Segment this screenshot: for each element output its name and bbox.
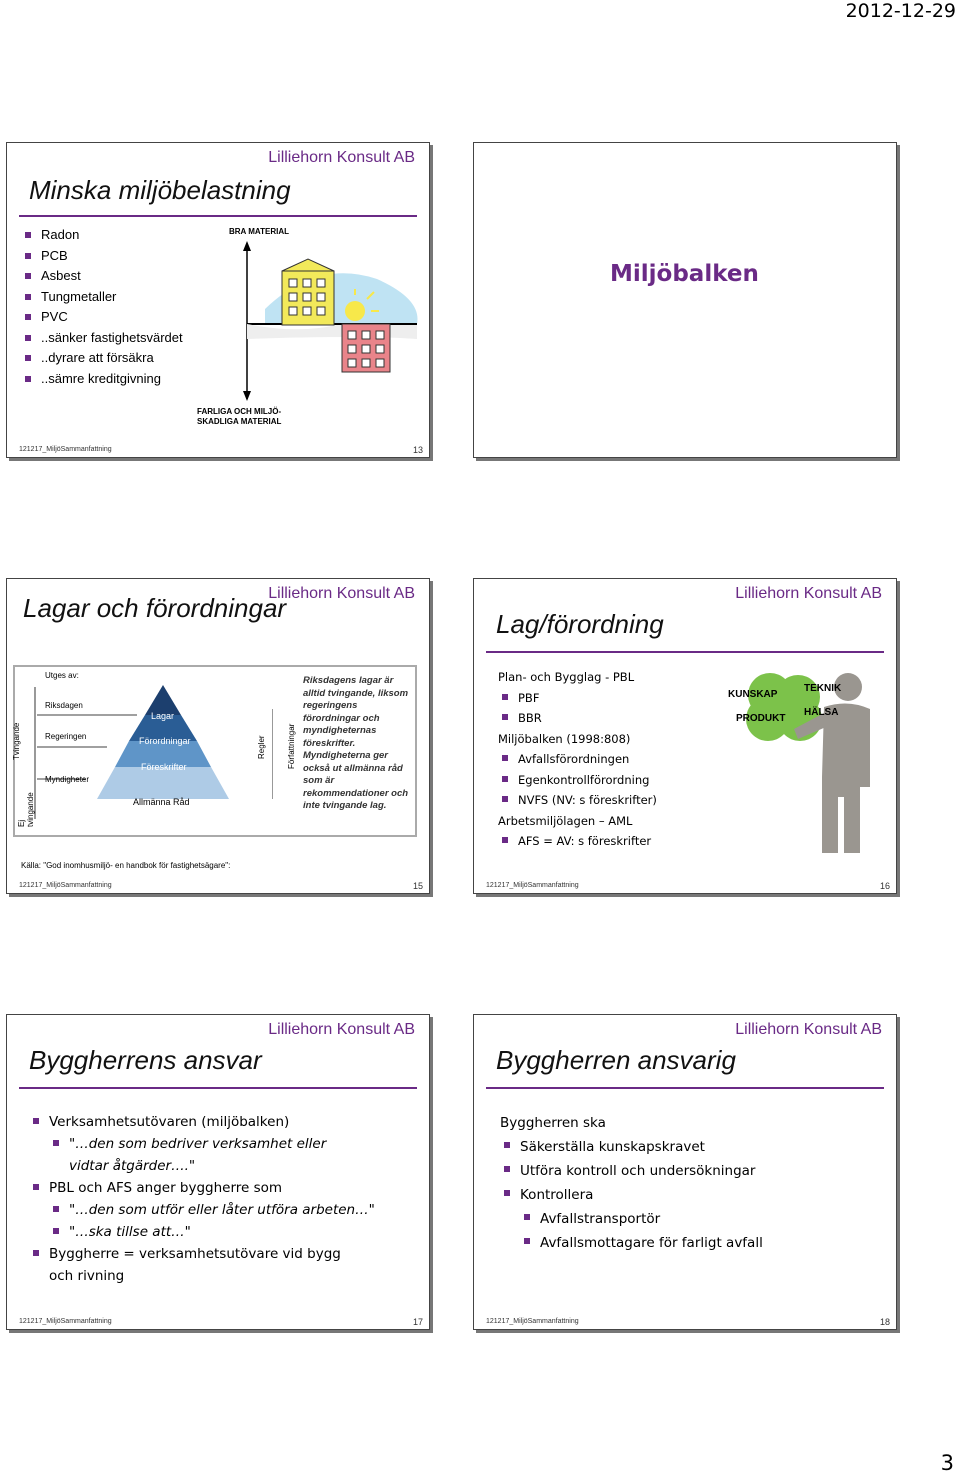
regler-label: Regler [257, 735, 266, 759]
label-hazardous-material: FARLIGA OCH MILJÖ- SKADLIGA MATERIAL [197, 407, 282, 426]
pyramid-level-forordningar: Förordningar [139, 736, 191, 746]
tvingande-label: Tvingande [12, 722, 21, 760]
slide-footer: 121217_MiljöSammanfattning [19, 446, 112, 453]
company-name: Lilliehorn Konsult AB [735, 585, 882, 602]
list-item: "…ska tillse att…" [29, 1221, 399, 1243]
slide-title: Miljöbalken [610, 261, 759, 287]
utges-av-label: Utges av: [45, 671, 79, 680]
building-illustration [237, 239, 427, 401]
list-item: Asbest [21, 266, 183, 287]
list-item: Verksamhetsutövaren (miljöbalken) [29, 1111, 399, 1133]
slide-number: 18 [879, 1317, 890, 1327]
slide-number: 17 [412, 1317, 423, 1327]
list-item: Egenkontrollförordning [498, 770, 657, 791]
page-number: 3 [940, 1451, 954, 1475]
slide-17 [6, 1014, 430, 1330]
list-item: Avfallsförordningen [498, 749, 657, 770]
slide-number: 16 [879, 881, 890, 891]
slide-footer: 121217_MiljöSammanfattning [19, 882, 112, 889]
list-item: Radon [21, 225, 183, 246]
slide-14 [473, 142, 897, 458]
list-item: PCB [21, 246, 183, 267]
slide-title: Lag/förordning [496, 609, 664, 639]
myndigheter-label: Myndigheter [45, 775, 90, 784]
list-item: Säkerställa kunskapskravet [500, 1135, 763, 1159]
list-item: NVFS (NV: s föreskrifter) [498, 790, 657, 811]
list-item: PBF [498, 688, 657, 709]
title-rule [486, 651, 884, 653]
bullet-list [29, 1111, 399, 1287]
company-name: Lilliehorn Konsult AB [268, 1021, 415, 1038]
list-item: AFS = AV: s föreskrifter [498, 831, 657, 852]
company-name: Lilliehorn Konsult AB [268, 585, 415, 602]
slide-title: Lagar och förordningar [23, 593, 287, 623]
slide-title: Byggherren ansvarig [496, 1045, 736, 1075]
forfattningar-label: Författningar [287, 723, 296, 769]
slide-number: 15 [412, 881, 423, 891]
title-rule [19, 215, 417, 217]
bullet-list [500, 1111, 763, 1255]
list-item: "…den som bedriver verksamhet eller vidtar åtgärder…." [29, 1133, 369, 1177]
slide-title: Byggherrens ansvar [29, 1045, 262, 1075]
list-item: BBR [498, 708, 657, 729]
word-teknik: TEKNIK [804, 683, 842, 694]
pyramid-level-foreskrifter: Föreskrifter [141, 762, 187, 772]
list-item: Arbetsmiljölagen – AML [498, 813, 633, 828]
slide-16 [473, 578, 897, 894]
title-rule [19, 1087, 417, 1089]
label-good-material: BRA MATERIAL [229, 227, 289, 236]
list-item: Byggherren ska [500, 1115, 606, 1131]
list-item: ..dyrare att försäkra [21, 348, 183, 369]
slide-title: Minska miljöbelastning [29, 175, 291, 205]
page-date: 2012-12-29 [845, 0, 956, 22]
list-item: Miljöbalken (1998:808) [498, 731, 631, 746]
list-item: PVC [21, 307, 183, 328]
slide-footer: 121217_MiljöSammanfattning [19, 1318, 112, 1325]
company-name: Lilliehorn Konsult AB [735, 1021, 882, 1038]
bullet-list [21, 225, 183, 389]
word-kunskap: KUNSKAP [728, 689, 778, 700]
title-rule [486, 1087, 884, 1089]
pyramid-level-allmanna-rad: Allmänna Råd [133, 797, 190, 807]
list-item: Utföra kontroll och undersökningar [500, 1159, 763, 1183]
word-halsa: HÄLSA [804, 707, 839, 718]
slide-footer: 121217_MiljöSammanfattning [486, 1318, 579, 1325]
list-item: Plan- och Bygglag - PBL [498, 670, 635, 684]
slide-number: 13 [412, 445, 423, 455]
slide-18 [473, 1014, 897, 1330]
source-note: Källa: "God inomhusmiljö- en handbok för fastighetsägare": [21, 861, 231, 870]
list-item: Avfallsmottagare för farligt avfall [500, 1231, 763, 1255]
pyramid-level-lagar: Lagar [151, 711, 175, 721]
slide-13 [6, 142, 430, 458]
slide-15 [6, 578, 430, 894]
list-item: PBL och AFS anger byggherre som [29, 1177, 399, 1199]
pyramid-description: Riksdagens lagar är alltid tvingande, liksom regeringens förordningar och myndigheternas föreskrifter. Myndigheterna ger också ut allmänna råd som är rekommendationer och inte tvingande lag. [303, 675, 409, 811]
list-item: Tungmetaller [21, 287, 183, 308]
bullet-list [498, 667, 657, 852]
list-item: Avfallstransportör [500, 1207, 763, 1231]
regeringen-label: Regeringen [45, 732, 87, 741]
list-item: "…den som utför eller låter utföra arbeten…" [29, 1199, 399, 1221]
list-item: ..sämre kreditgivning [21, 369, 183, 390]
company-name: Lilliehorn Konsult AB [268, 149, 415, 166]
word-produkt: PRODUKT [736, 713, 786, 724]
list-item: Byggherre = verksamhetsutövare vid bygg och rivning [29, 1243, 369, 1287]
list-item: Kontrollera [500, 1183, 763, 1207]
ej-tvingande-label: Ej tvingande [17, 792, 35, 827]
list-item: ..sänker fastighetsvärdet [21, 328, 183, 349]
riksdagen-label: Riksdagen [45, 701, 83, 710]
slide-footer: 121217_MiljöSammanfattning [486, 882, 579, 889]
